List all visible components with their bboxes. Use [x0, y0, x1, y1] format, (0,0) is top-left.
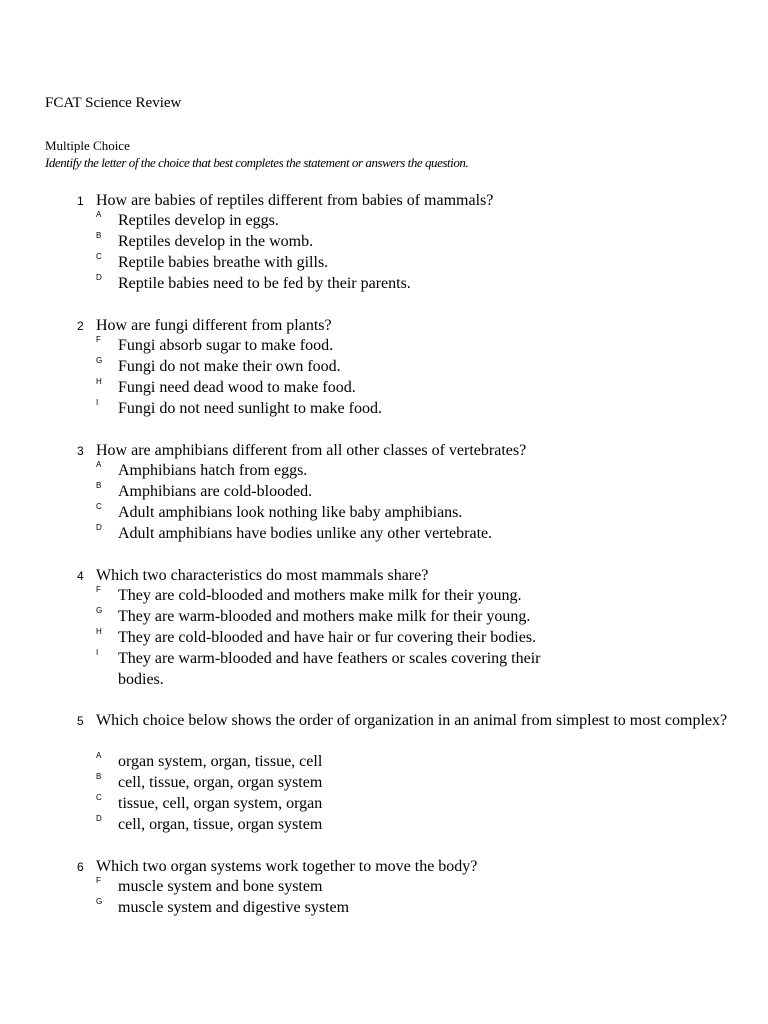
choice-letter: C — [96, 252, 102, 261]
choice-text: Reptiles develop in the womb. — [118, 233, 314, 250]
choice-text: cell, tissue, organ, organ system — [118, 774, 323, 791]
question-text: How are fungi different from plants? — [96, 317, 332, 334]
choice-letter: H — [96, 627, 102, 636]
question-number: 4 — [77, 569, 84, 583]
choice-text: They are cold-blooded and have hair or fur covering their bodies. — [118, 629, 537, 646]
section-title: Multiple Choice — [45, 138, 130, 153]
choice-text: They are warm-blooded and have feathers or scales covering their bodies. — [118, 650, 541, 688]
choice-f — [0, 876, 768, 897]
choice-a — [0, 210, 768, 231]
choice-letter: I — [96, 648, 99, 657]
choice-text: Fungi do not need sunlight to make food. — [118, 400, 382, 417]
choice-d — [0, 273, 768, 294]
question-text: Which two organ systems work together to move the body? — [96, 858, 478, 875]
choice-letter: A — [96, 210, 102, 219]
choice-text: muscle system and digestive system — [118, 899, 350, 916]
instructions: Identify the letter of the choice that best completes the statement or answers the question. — [45, 155, 469, 170]
choice-letter: G — [96, 606, 103, 615]
choice-text: muscle system and bone system — [118, 878, 323, 895]
question-number: 2 — [77, 319, 84, 333]
choice-text: Amphibians are cold-blooded. — [118, 483, 313, 500]
choice-f — [0, 335, 768, 356]
choice-letter: I — [96, 398, 99, 407]
choice-text: Reptiles develop in eggs. — [118, 212, 279, 229]
choice-text: Reptile babies breathe with gills. — [118, 254, 329, 271]
choice-d — [0, 523, 768, 544]
document-title: FCAT Science Review — [45, 95, 182, 111]
choice-g — [0, 356, 768, 377]
choice-text: cell, organ, tissue, organ system — [118, 816, 323, 833]
choice-letter: B — [96, 772, 102, 781]
question-number: 5 — [77, 714, 84, 728]
choice-letter: F — [96, 876, 101, 885]
choice-i — [0, 648, 768, 690]
choice-h — [0, 377, 768, 398]
choice-letter: B — [96, 231, 102, 240]
choice-text: They are cold-blooded and mothers make milk for their young. — [118, 587, 522, 604]
choice-text: Fungi need dead wood to make food. — [118, 379, 356, 396]
choice-letter: A — [96, 460, 102, 469]
question-number: 1 — [77, 194, 84, 208]
choice-letter: H — [96, 377, 102, 386]
choice-text: tissue, cell, organ system, organ — [118, 795, 323, 812]
choice-text: Adult amphibians look nothing like baby amphibians. — [118, 504, 463, 521]
choice-c — [0, 252, 768, 273]
choice-text: Fungi absorb sugar to make food. — [118, 337, 334, 354]
choice-letter: B — [96, 481, 102, 490]
choice-letter: G — [96, 356, 103, 365]
question-text: Which choice below shows the order of organization in an animal from simplest to most complex? — [96, 712, 728, 729]
choice-b — [0, 772, 768, 793]
choice-g — [0, 606, 768, 627]
choice-b — [0, 481, 768, 502]
choice-h — [0, 627, 768, 648]
choice-text: Fungi do not make their own food. — [118, 358, 341, 375]
choice-letter: F — [96, 335, 101, 344]
question-number: 6 — [77, 860, 84, 874]
choice-text: They are warm-blooded and mothers make milk for their young. — [118, 608, 531, 625]
choice-c — [0, 793, 768, 814]
choice-g — [0, 897, 768, 918]
choice-text: Amphibians hatch from eggs. — [118, 462, 308, 479]
choice-letter: A — [96, 751, 102, 760]
question-text: How are babies of reptiles different from babies of mammals? — [96, 192, 494, 209]
choice-a — [0, 751, 768, 772]
choice-i — [0, 398, 768, 419]
choice-letter: D — [96, 273, 102, 282]
choice-text: Adult amphibians have bodies unlike any other vertebrate. — [118, 525, 493, 542]
choice-d — [0, 814, 768, 835]
choice-letter: F — [96, 585, 101, 594]
choice-b — [0, 231, 768, 252]
choice-letter: G — [96, 897, 103, 906]
choice-a — [0, 460, 768, 481]
choice-letter: C — [96, 502, 102, 511]
question-text: Which two characteristics do most mammals share? — [96, 567, 429, 584]
choice-text: Reptile babies need to be fed by their parents. — [118, 275, 411, 292]
choice-letter: D — [96, 814, 102, 823]
choice-letter: C — [96, 793, 102, 802]
choice-text: organ system, organ, tissue, cell — [118, 753, 323, 770]
question-text: How are amphibians different from all other classes of vertebrates? — [96, 442, 527, 459]
choice-letter: D — [96, 523, 102, 532]
choice-f — [0, 585, 768, 606]
question-number: 3 — [77, 444, 84, 458]
choice-c — [0, 502, 768, 523]
